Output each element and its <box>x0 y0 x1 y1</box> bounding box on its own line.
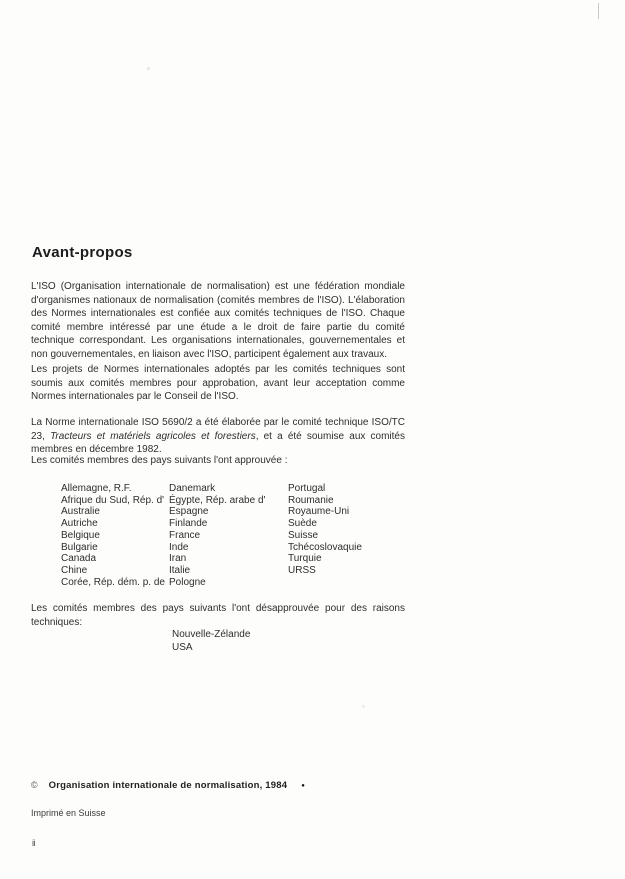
foreword-title: Avant-propos <box>32 244 133 262</box>
country-item: Portugal <box>288 483 326 494</box>
country-item: Espagne <box>169 506 209 518</box>
scan-artifact-speck <box>362 705 365 708</box>
page-number: ii <box>32 838 35 848</box>
copyright-icon: © <box>31 780 38 790</box>
country-item: Bulgarie <box>61 541 98 553</box>
country-item: Finlande <box>169 518 208 530</box>
country-item: Autriche <box>61 518 98 530</box>
country-item: Pologne <box>169 576 206 588</box>
country-item: Canada <box>61 553 97 565</box>
country-item: France <box>169 529 201 541</box>
country-item: USA <box>172 642 193 653</box>
scan-artifact-speck <box>147 67 150 70</box>
copyright-notice: Organisation internationale de normalisation, 1984 <box>48 780 288 791</box>
country-item: Afrique du Sud, Rép. d' <box>61 494 165 506</box>
paragraph-standard-origin-prefix: La Norme internationale ISO 5690/2 a été élaborée par le comité technique ISO/TC 23, <box>31 417 405 442</box>
country-item: Royaume-Uni <box>288 506 350 518</box>
approved-country-column-2 <box>169 483 265 588</box>
approved-country-column-3 <box>288 483 362 577</box>
country-item: Inde <box>169 541 189 553</box>
standard-title-italic: Tracteurs et matériels agricoles et forestiers <box>50 430 256 442</box>
country-item: URSS <box>288 564 316 576</box>
paragraph-draft-process: Les projets de Normes internationales adoptés par les comités techniques sont soumis aux comités membres pour approbation, avant leur acceptation comme Normes internationales par le Conseil de l'ISO. <box>31 364 405 402</box>
disapproved-intro: Les comités membres des pays suivants l'ont désapprouvée pour des raisons techniques: <box>31 603 405 628</box>
country-item: Australie <box>61 506 100 518</box>
country-item: Tchécoslovaquie <box>288 541 362 553</box>
country-item: Italie <box>169 564 191 576</box>
approved-country-column-1 <box>61 483 165 588</box>
country-item: Allemagne, R.F. <box>61 483 132 494</box>
country-item: Corée, Rép. dém. p. de <box>61 576 165 588</box>
country-item: Égypte, Rép. arabe d' <box>169 494 266 506</box>
paragraph-standard-origin-suffix: , et a été soumise aux comités membres en décembre 1982. <box>31 430 405 455</box>
country-item: Turquie <box>288 553 322 565</box>
paragraph-standard-origin <box>31 416 405 457</box>
printed-in-note: Imprimé en Suisse <box>31 808 106 818</box>
country-item: Nouvelle-Zélande <box>172 629 251 640</box>
country-item: Suède <box>288 518 317 530</box>
country-item: Iran <box>169 553 187 565</box>
country-item: Belgique <box>61 529 100 541</box>
paragraph-iso-description: L'ISO (Organisation internationale de normalisation) est une fédération mondiale d'organismes nationaux de normalisation (comités membres de l'ISO). L'élaboration des Normes internationales est confiée aux comités techniques de l'ISO. Chaque comité membre intéressé par une étude a le droit de faire partie du comité technique correspondant. Les organisations internationales, gouvernementales et non gouvernementales, en liaison avec l'ISO, participent également aux travaux. <box>31 281 405 360</box>
disapproved-country-list <box>172 628 250 654</box>
country-item: Danemark <box>169 483 216 494</box>
copyright-line <box>31 780 305 791</box>
bullet-icon: ● <box>301 782 305 789</box>
approved-intro: Les comités membres des pays suivants l'ont approuvée : <box>31 455 288 466</box>
country-item: Chine <box>61 564 88 576</box>
scan-artifact-line <box>598 3 599 19</box>
country-item: Roumanie <box>288 494 334 506</box>
country-item: Suisse <box>288 529 319 541</box>
